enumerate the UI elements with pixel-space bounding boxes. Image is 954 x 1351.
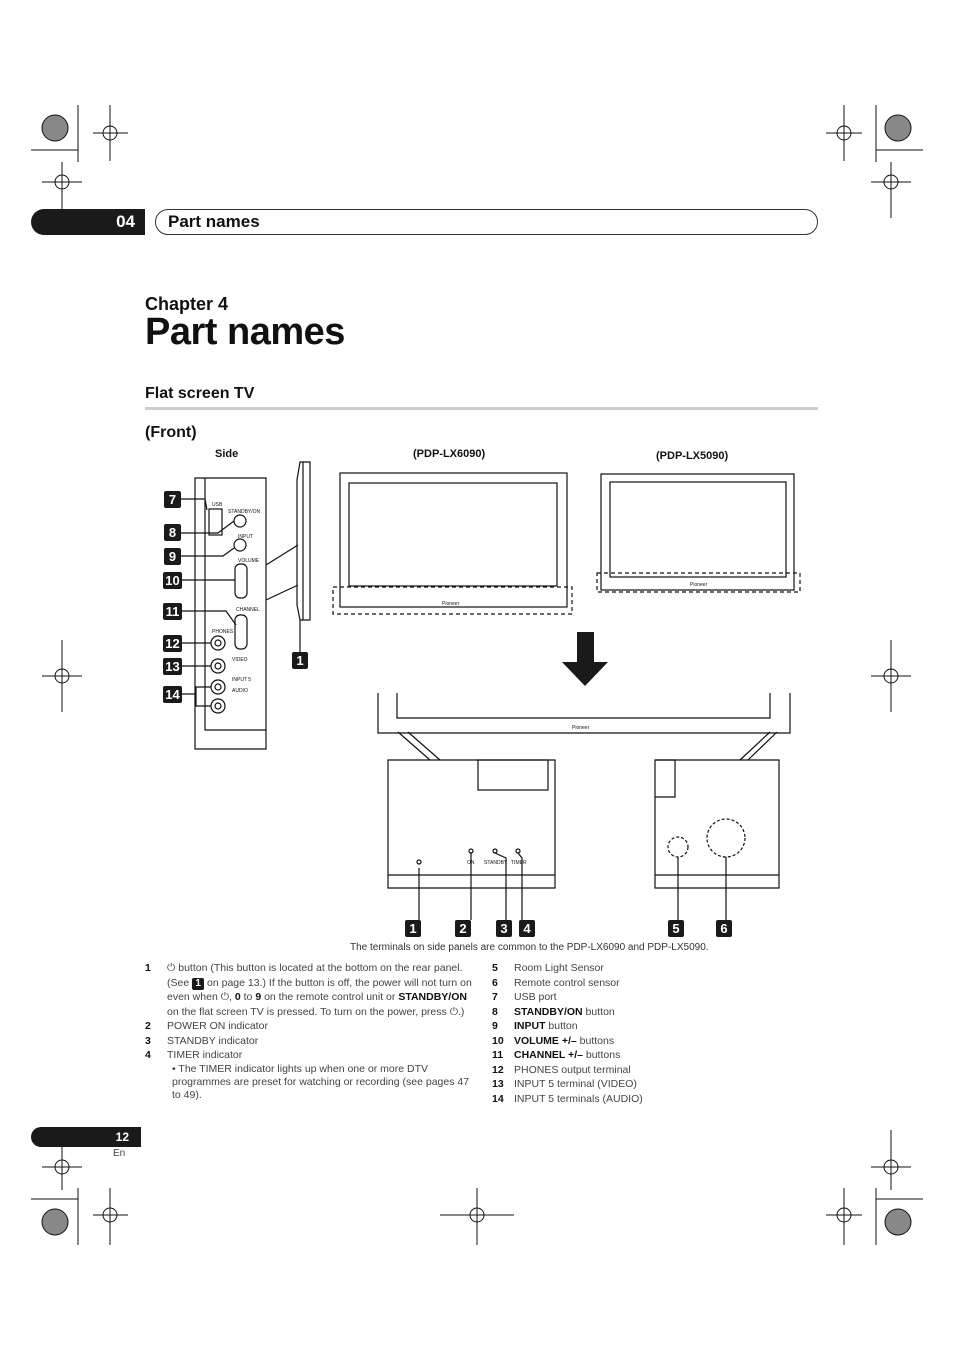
page-ref-badge: 1 <box>192 978 204 990</box>
input-button <box>234 539 246 551</box>
input5-text: INPUT 5 <box>232 677 252 683</box>
usb-text: USB <box>212 502 223 508</box>
legend-right <box>492 961 792 1106</box>
model-a-label: (PDP-LX6090) <box>413 448 486 460</box>
callout-5: 5 <box>668 920 684 937</box>
channel-text: CHANNEL <box>236 607 260 613</box>
brand-c: Pioneer <box>572 725 590 731</box>
side-label: Side <box>215 448 239 460</box>
page-number: 12 <box>31 1127 141 1147</box>
chapter-header-title: Part names <box>155 209 818 235</box>
callout-1: 1 <box>405 920 421 937</box>
legend-item: 8 STANDBY/ON button <box>492 1005 615 1018</box>
legend-note: • The TIMER indicator lights up when one or more DTV programmes are preset for watching or recording (see pages 47 to 49). <box>172 1062 470 1101</box>
callout-4: 4 <box>519 920 535 937</box>
callout-6: 6 <box>716 920 732 937</box>
legend-item: 5 Room Light Sensor <box>492 962 604 974</box>
channel-buttons <box>235 615 247 649</box>
callout-2: 2 <box>455 920 471 937</box>
section-title: Flat screen TV <box>145 385 255 402</box>
callout-10: 10 <box>163 572 182 589</box>
page-title: Part names <box>145 311 345 353</box>
chapter-number: 04 <box>31 209 145 235</box>
video-text: VIDEO <box>232 657 248 663</box>
legend-item: 3 STANDBY indicator <box>145 1034 259 1047</box>
brand-a: Pioneer <box>442 601 460 607</box>
callout-9: 9 <box>164 548 181 565</box>
callout-11: 11 <box>163 603 182 620</box>
input-text: INPUT <box>238 534 253 540</box>
callout-3: 3 <box>496 920 512 937</box>
standby-ind-text: STANDBY <box>484 860 508 866</box>
volume-buttons <box>235 564 247 598</box>
volume-text: VOLUME <box>238 558 260 564</box>
legend-text: ⏻ button (This button is located at the bottom on the rear panel. (See 1 on page 13.) If the button is off, the power will not turn on even when ⏻, 0 to 9 on the remote control unit or STANDBY/ON on the flat screen TV is pressed. To turn on the power, press ⏻.) <box>167 962 472 1018</box>
legend-item: 12 PHONES output terminal <box>492 1063 631 1076</box>
legend-item: 4 TIMER indicator <box>145 1049 243 1061</box>
legend-item: 14 INPUT 5 terminals (AUDIO) <box>492 1092 643 1105</box>
legend-item <box>145 961 473 1019</box>
power-icon: ⏻ <box>167 962 176 974</box>
legend-number: 1 <box>145 962 151 974</box>
standby-text: STANDBY/ON <box>228 509 261 515</box>
standby-button <box>234 515 246 527</box>
callout-12: 12 <box>163 635 182 652</box>
legend-item: 2 POWER ON indicator <box>145 1020 268 1032</box>
legend-item: 10 VOLUME +/– buttons <box>492 1034 615 1047</box>
callout-13: 13 <box>163 658 182 675</box>
brand-b: Pioneer <box>690 582 708 588</box>
timer-text: TIMER <box>511 860 527 866</box>
page-language: En <box>113 1148 126 1159</box>
legend-item: 9 INPUT button <box>492 1020 578 1032</box>
callout-1-side: 1 <box>292 652 308 669</box>
callout-14: 14 <box>163 686 182 703</box>
callout-7: 7 <box>164 491 181 508</box>
legend-item: 7 USB port <box>492 991 557 1003</box>
detail-right <box>655 760 779 888</box>
audio-text: AUDIO <box>232 688 248 694</box>
legend-left <box>145 961 473 1102</box>
legend-item: 6 Remote control sensor <box>492 976 620 989</box>
phones-text: PHONES <box>212 629 234 635</box>
callout-8: 8 <box>164 524 181 541</box>
subsection-title: (Front) <box>145 424 197 441</box>
chapter-label: Chapter 4 <box>145 294 229 314</box>
model-b-label: (PDP-LX5090) <box>656 450 729 462</box>
legend-item: 11 CHANNEL +/– buttons <box>492 1049 621 1061</box>
power-icon: ⏻ <box>220 991 230 1003</box>
on-text: ON <box>467 860 475 866</box>
power-icon: ⏻ <box>449 1005 459 1018</box>
diagram-caption: The terminals on side panels are common to the PDP-LX6090 and PDP-LX5090. <box>350 942 709 953</box>
side-panel <box>195 478 266 749</box>
legend-item: 13 INPUT 5 terminal (VIDEO) <box>492 1078 637 1090</box>
